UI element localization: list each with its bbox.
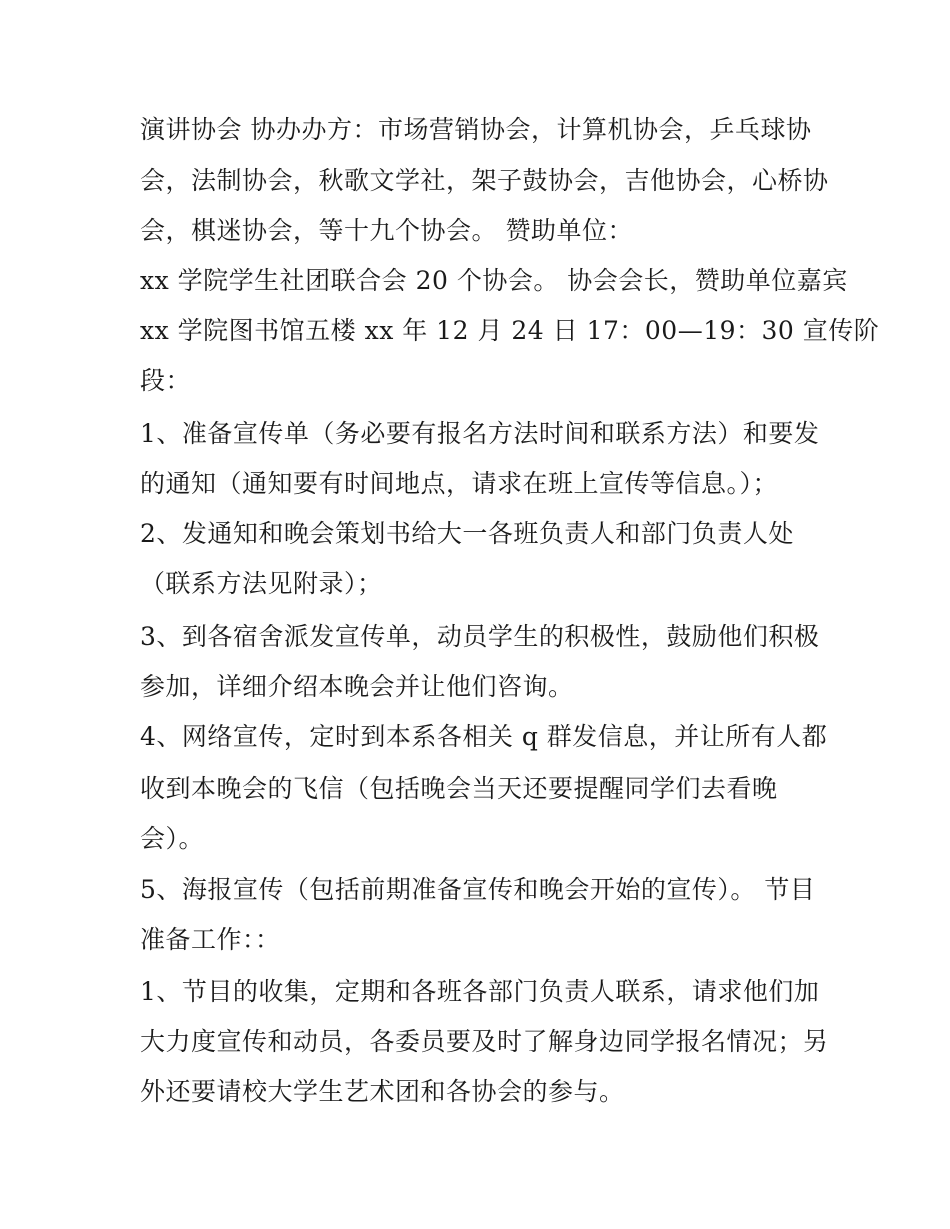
text-line: 的通知（通知要有时间地点，请求在班上宣传等信息。）； [140, 469, 779, 498]
text-line: 2、发通知和晚会策划书给大一各班负责人和部门负责人处 [140, 519, 794, 548]
text-line: 外还要请校大学生艺术团和各协会的参与。 [140, 1077, 625, 1106]
text-line: 准备工作：： [140, 925, 281, 954]
text-line: 1、节目的收集，定期和各班各部门负责人联系，请求他们加 [140, 977, 820, 1006]
text-line: 演讲协会 协办办方：市场营销协会，计算机协会，乒乓球协 [140, 115, 812, 144]
text-line: 5、海报宣传（包括前期准备宣传和晚会开始的宣传）。 节目 [140, 875, 816, 904]
text-line: 会，棋迷协会，等十九个协会。 赞助单位： [140, 216, 633, 245]
text-line: 会）。 [140, 824, 205, 853]
text-line: 4、网络宣传，定时到本系各相关 q 群发信息，并让所有人都 [140, 722, 828, 751]
text-line: 会，法制协会，秋歌文学社，架子鼓协会，吉他协会，心桥协 [140, 166, 829, 195]
text-line: 3、到各宿舍派发宣传单，动员学生的积极性，鼓励他们积极 [140, 622, 820, 651]
text-line: xx 学院图书馆五楼 xx 年 12 月 24 日 17：00—19：30 宣传阶 [140, 316, 880, 345]
text-line: 段： [140, 366, 192, 395]
text-line: （联系方法见附录）； [140, 569, 383, 598]
text-line: 参加，详细介绍本晚会并让他们咨询。 [140, 672, 574, 701]
text-line: xx 学院学生社团联合会 20 个协会。 协会会长，赞助单位嘉宾 [140, 266, 848, 295]
text-line: 收到本晚会的飞信（包括晚会当天还要提醒同学们去看晚 [140, 774, 778, 803]
text-line: 大力度宣传和动员，各委员要及时了解身边同学报名情况；另 [140, 1027, 829, 1056]
text-line: 1、准备宣传单（务必要有报名方法时间和联系方法）和要发 [140, 419, 820, 448]
